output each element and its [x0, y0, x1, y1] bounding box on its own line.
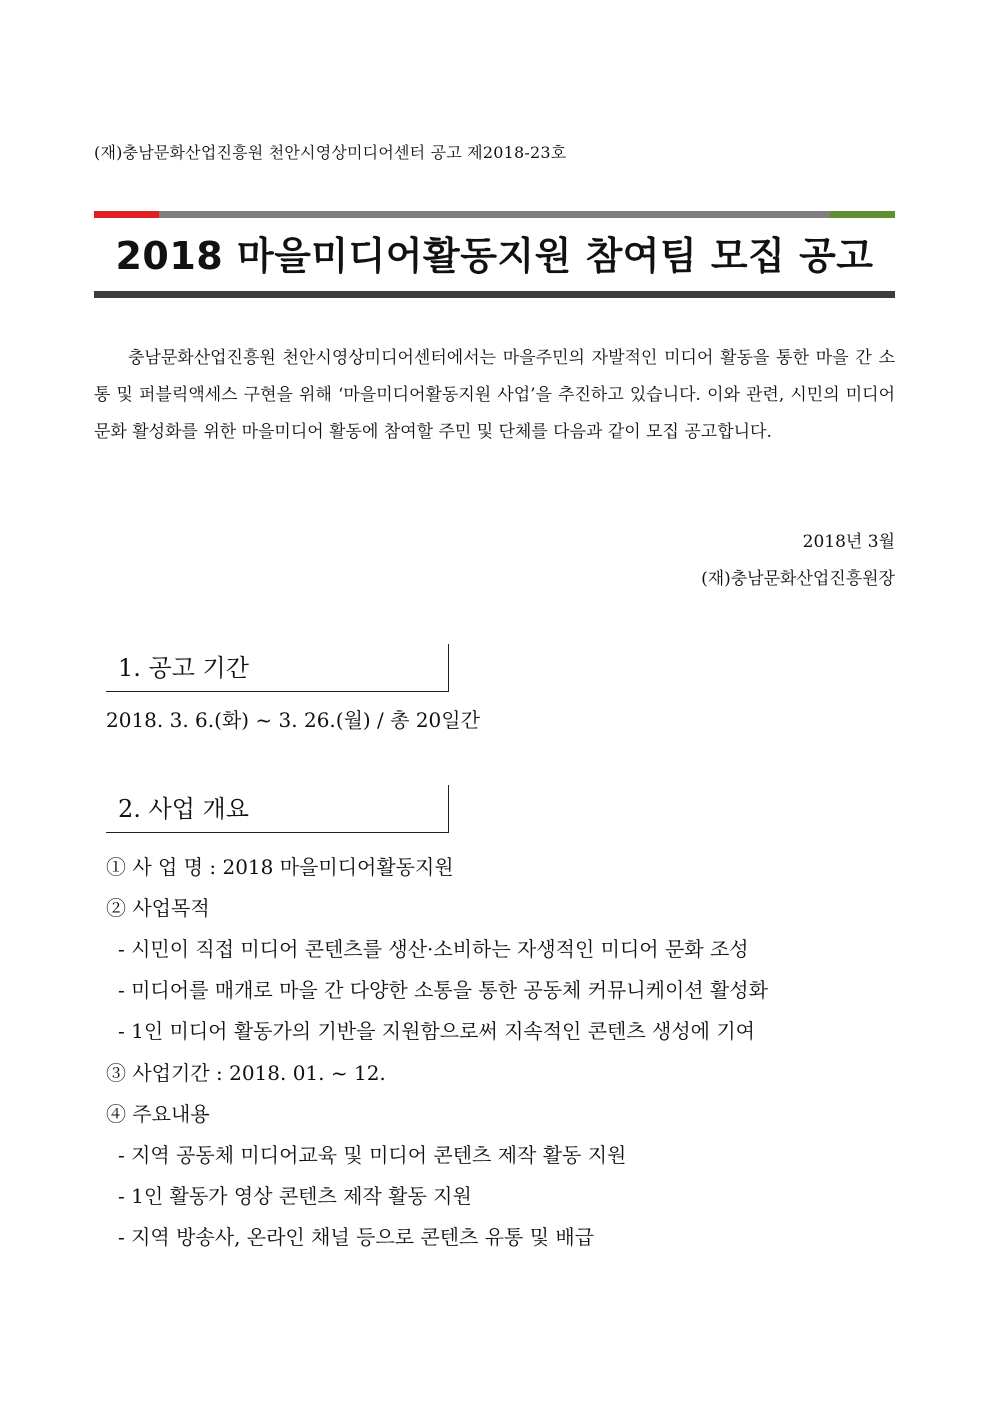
list-item: - 시민이 직접 미디어 콘텐츠를 생산·소비하는 자생적인 미디어 문화 조성 — [118, 937, 749, 961]
list-item: - 미디어를 매개로 마을 간 다양한 소통을 통한 공동체 커뮤니케이션 활성화 — [118, 978, 768, 1002]
list-item: - 1인 활동가 영상 콘텐츠 제작 활동 지원 — [118, 1184, 472, 1208]
title-bar-red-segment — [94, 211, 159, 218]
title-bar-bottom — [94, 291, 895, 298]
signature-block — [701, 524, 895, 598]
list-item: - 지역 공동체 미디어교육 및 미디어 콘텐츠 제작 활동 지원 — [118, 1143, 627, 1167]
title-bar-green-segment — [830, 211, 895, 218]
section-heading-overview: 2. 사업 개요 — [106, 785, 449, 833]
list-item: ③ 사업기간 : 2018. 01. ~ 12. — [106, 1061, 386, 1085]
intro-text — [94, 340, 895, 451]
list-item: ④ 주요내용 — [106, 1102, 210, 1126]
list-item: ② 사업목적 — [106, 896, 210, 920]
notice-number: (재)충남문화산업진흥원 천안시영상미디어센터 공고 제2018-23호 — [94, 143, 567, 162]
list-item: - 지역 방송사, 온라인 채널 등으로 콘텐츠 유통 및 배급 — [118, 1225, 595, 1249]
list-item: - 1인 미디어 활동가의 기반을 지원함으로써 지속적인 콘텐츠 생성에 기여 — [118, 1019, 755, 1043]
list-item: ① 사 업 명 : 2018 마을미디어활동지원 — [106, 855, 454, 879]
document-title: 2018 마을미디어활동지원 참여팀 모집 공고 — [115, 234, 874, 278]
intro-paragraph: 충남문화산업진흥원 천안시영상미디어센터에서는 마을주민의 자발적인 미디어 활동을 통한 마을 간 소통 및 퍼블릭액세스 구현을 위해 ‘마을미디어활동지원 사업’을 추진하고 있습니다. 이와 관련, 시민의 미디어 문화 활성화를 위한 마을미디어 활동에 참여할 주민 및 단체를 다음과 같이 모집 공고합니다. — [94, 348, 895, 442]
title-bar-gray-segment — [159, 211, 830, 218]
period-text: 2018. 3. 6.(화) ~ 3. 26.(월) / 총 20일간 — [106, 708, 480, 732]
section-heading-period: 1. 공고 기간 — [106, 644, 449, 692]
signature-date: 2018년 3월 — [802, 532, 895, 552]
title-bar-top — [94, 211, 895, 218]
signature-issuer: (재)충남문화산업진흥원장 — [701, 569, 895, 589]
